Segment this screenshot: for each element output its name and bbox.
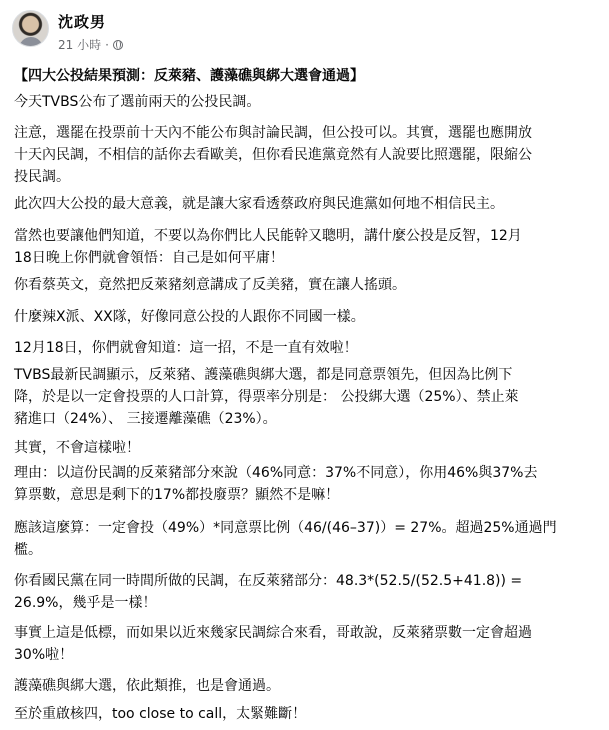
globe-icon[interactable] — [113, 40, 123, 50]
post-paragraph: 當然也要讓他們知道，不要以為你們比人民能幹又聰明，講什麼公投是反智，12月 18日晚上你們就會領悟：自己是如何平庸！ — [14, 228, 522, 266]
post-paragraph: 至於重啟核四，too close to call，太緊難斷！ — [14, 706, 307, 722]
post-paragraph: 注意，選罷在投票前十天內不能公布與討論民調，但公投可以。其實，選罷也應開放 十天內民調，不相信的話你去看歐美，但你看民進黨竟然有人說要比照選罷，限縮公 投民調。 — [14, 125, 532, 185]
post-paragraph: 事實上這是低標，而如果以近來幾家民調綜合來看，哥敢說，反萊豬票數一定會超過 30%啦！ — [14, 625, 532, 663]
avatar[interactable] — [12, 10, 49, 47]
author-name[interactable]: 沈政男 — [58, 13, 107, 31]
post-paragraph: 你看蔡英文，竟然把反萊豬刻意講成了反美豬，實在讓人搖頭。 — [14, 277, 406, 293]
post-paragraph: 此次四大公投的最大意義，就是讓大家看透蔡政府與民進黨如何地不相信民主。 — [14, 196, 504, 212]
post-meta — [58, 36, 123, 53]
post-header — [0, 0, 609, 58]
post-paragraph: 今天TVBS公布了選前兩天的公投民調。 — [14, 94, 261, 110]
post-paragraph: 什麼辣X派、XX隊，好像同意公投的人跟你不同國一樣。 — [14, 309, 365, 325]
post-paragraph: 護藻礁與綁大選，依此類推，也是會通過。 — [14, 678, 280, 694]
post-paragraph: TVBS最新民調顯示，反萊豬、護藻礁與綁大選，都是同意票領先，但因為比例下 降，於是以一定會投票的人口計算，得票率分別是： 公投綁大選（25%）、禁止萊 豬進口（24%）、 三接遷離藻礁（23%）。 — [14, 367, 519, 427]
post-paragraph: 你看國民黨在同一時間所做的民調，在反萊豬部分：48.3*(52.5/(52.5+41.8)) = 26.9%，幾乎是一樣！ — [14, 573, 523, 611]
meta-separator: · — [105, 37, 109, 52]
post-paragraph: 【四大公投結果預測：反萊豬、護藻礁與綁大選會通過】 — [14, 68, 364, 84]
post-paragraph: 應該這麼算：一定會投（49%）*同意票比例（46/(46–37)）= 27%。超過25%通過門 檻。 — [14, 520, 557, 558]
post-paragraph: 其實，不會這樣啦！ — [14, 440, 140, 456]
post-time[interactable]: 21 小時 — [58, 38, 102, 52]
post-paragraph: 理由：以這份民調的反萊豬部分來說（46%同意：37%不同意），你用46%與37%去 算票數，意思是剩下的17%都投廢票？顯然不是嘛！ — [14, 465, 538, 503]
post-paragraph: 12月18日，你們就會知道：這一招，不是一直有效啦！ — [14, 340, 358, 356]
